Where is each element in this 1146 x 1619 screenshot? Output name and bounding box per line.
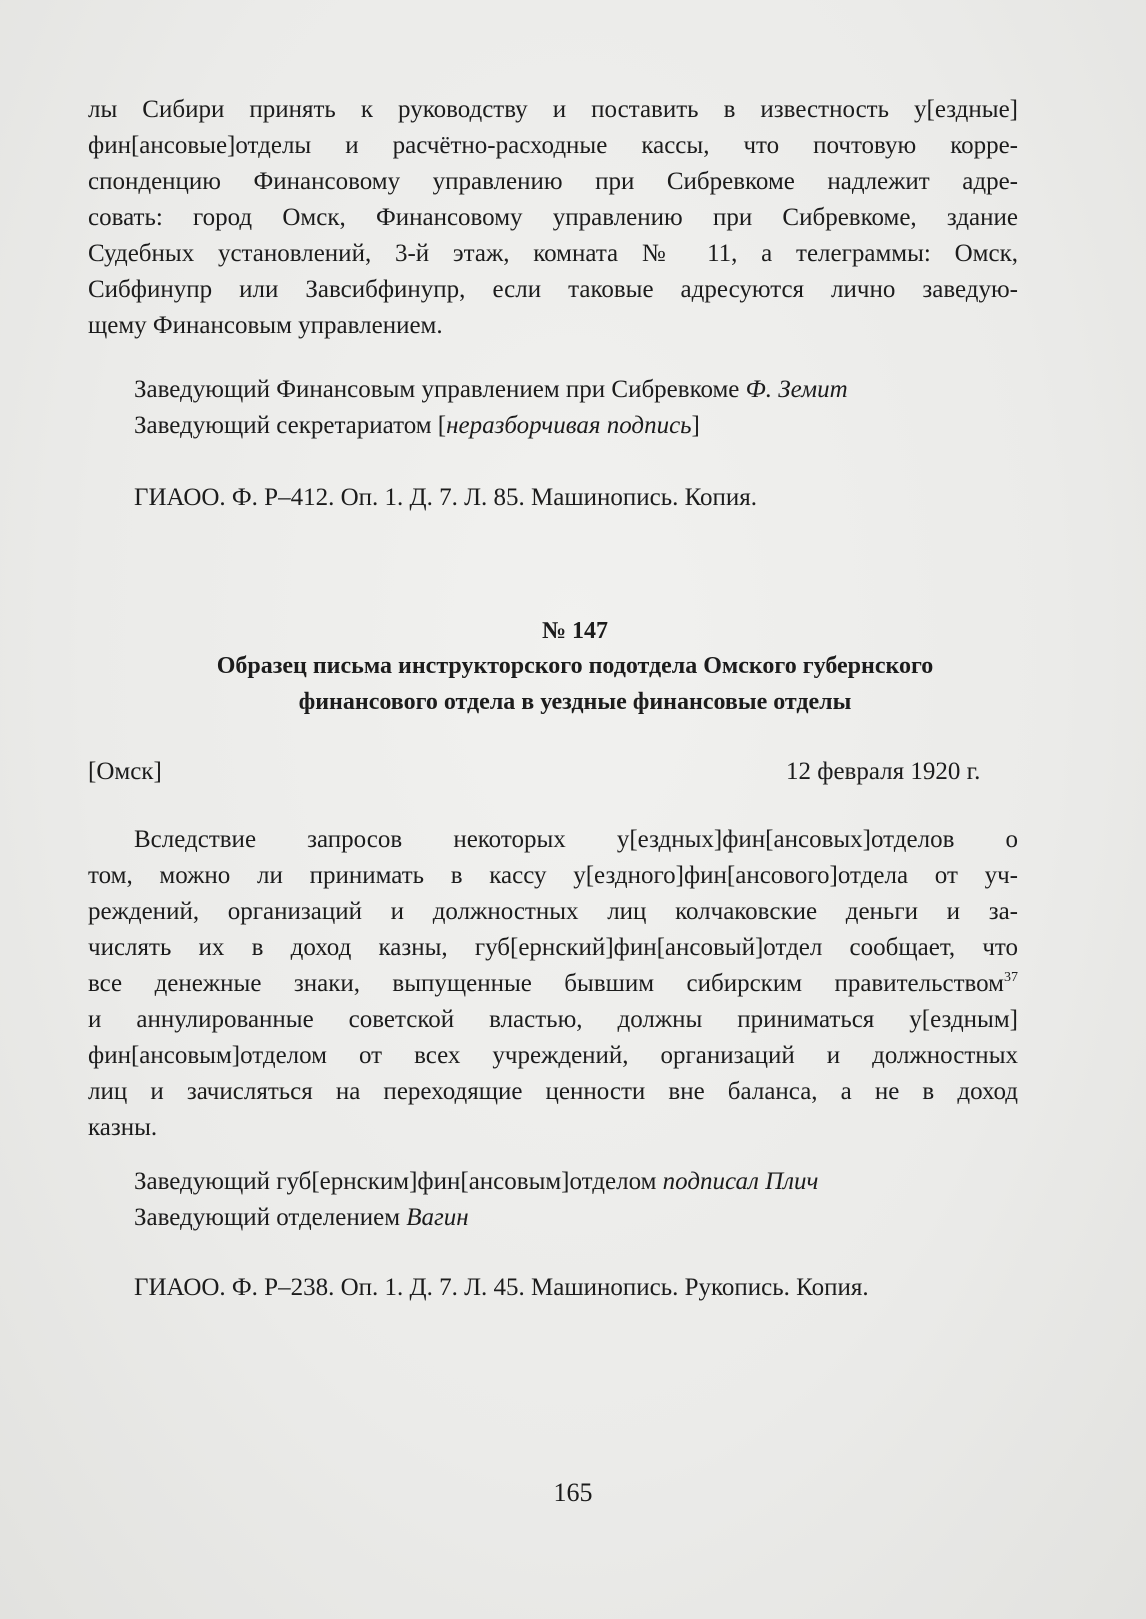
text-line: фин[ансовым]отделом от всех учреждений, организаций и должностных: [88, 1042, 1018, 1069]
document-date: 12 февраля 1920 г.: [786, 758, 981, 785]
text-line: лы Сибири принять к руководству и поставить в известность у[ездные]: [88, 96, 1018, 123]
text-line: лиц и зачисляться на переходящие ценности вне баланса, а не в доход: [88, 1078, 1018, 1105]
main-paragraph: [88, 822, 1018, 1146]
document-title-line: Образец письма инструкторского подотдела Омского губернского: [216, 653, 934, 679]
text-line: совать: город Омск, Финансовому управлению при Сибревкоме, здание: [88, 204, 1018, 231]
text-line: числять их в доход казны, губ[ернский]фин[ансовый]отдел сообщает, что: [88, 934, 1018, 961]
archive-source: ГИАОО. Ф. Р–238. Оп. 1. Д. 7. Л. 45. Машинопись. Рукопись. Копия.: [134, 1274, 869, 1301]
signature-line: Заведующий Финансовым управлением при Сибревкоме Ф. Земит: [134, 376, 848, 403]
text-line: Сибфинупр или Завсибфинупр, если таковые адресуются лично заведую-: [88, 276, 1018, 303]
text-line: и аннулированные советской властью, должны приниматься у[ездным]: [88, 1006, 1018, 1033]
signature-line: Заведующий секретариатом [неразборчивая подпись]: [134, 412, 700, 439]
document-place: [Омск]: [88, 758, 162, 785]
text-line: реждений, организаций и должностных лиц колчаковские деньги и за-: [88, 898, 1018, 925]
signatory-name: Вагин: [406, 1204, 469, 1231]
document-title-line: финансового отдела в уездные финансовые отделы: [298, 689, 852, 715]
text-line: щему Финансовым управлением.: [88, 312, 443, 339]
signature-line: Заведующий отделением Вагин: [134, 1204, 469, 1231]
signatory-name: подписал Плич: [662, 1168, 819, 1195]
top-paragraph: [88, 92, 1018, 344]
document-number: № 147: [541, 618, 609, 644]
text-line: Вследствие запросов некоторых у[ездных]фин[ансовых]отделов о: [134, 826, 1018, 853]
text-line: казны.: [88, 1114, 158, 1141]
footnote-marker: 37: [1004, 970, 1018, 985]
text-line: Судебных установлений, 3-й этаж, комната № 11, а телеграммы: Омск,: [88, 240, 1018, 267]
text-line: фин[ансовые]отделы и расчётно-расходные кассы, что почтовую корре-: [88, 132, 1018, 159]
signatory-name: Ф. Земит: [745, 376, 848, 403]
text-line: том, можно ли принимать в кассу у[ездного]фин[ансового]отдела от уч-: [88, 862, 1018, 889]
signature-note: неразборчивая подпись: [446, 412, 692, 439]
archive-source: ГИАОО. Ф. Р–412. Оп. 1. Д. 7. Л. 85. Машинопись. Копия.: [134, 484, 758, 511]
text-line: все денежные знаки, выпущенные бывшим сибирским правительством$^{37}$: [88, 970, 1018, 997]
text-line: спонденцию Финансовому управлению при Сибревкоме надлежит адре-: [88, 168, 1018, 195]
page-number: 165: [553, 1478, 593, 1507]
signature-line: Заведующий губ[ернским]фин[ансовым]отделом подписал Плич: [134, 1168, 819, 1195]
